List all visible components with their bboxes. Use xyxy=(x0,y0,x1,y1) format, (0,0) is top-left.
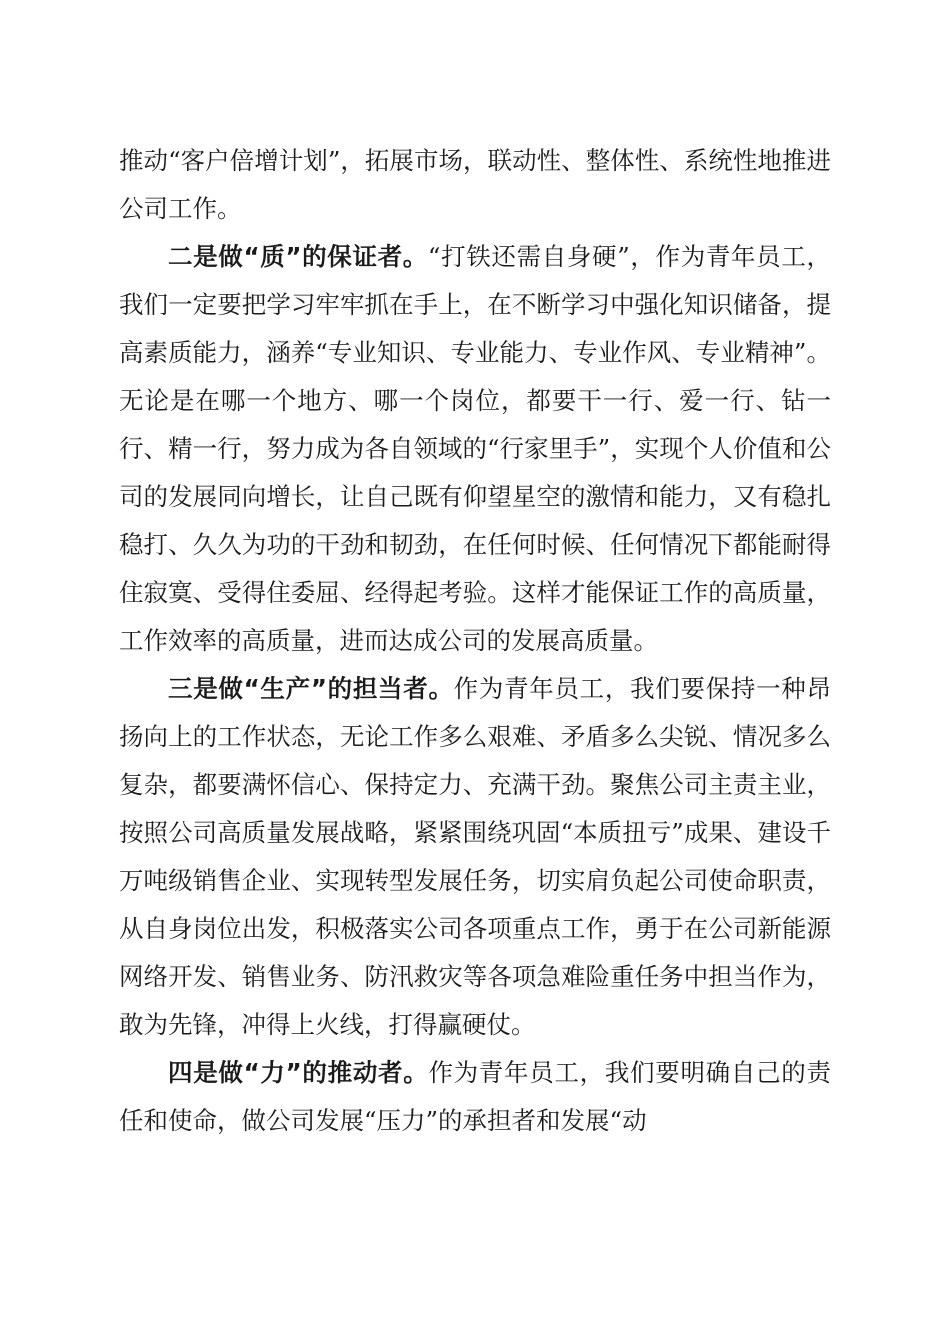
paragraph-text: 推动“客户倍增计划”，拓展市场，联动性、整体性、系统性地推进公司工作。 xyxy=(119,146,831,223)
paragraph-text: “打铁还需自身硬”，作为青年员工，我们一定要把学习牢牢抓在手上，在不断学习中强化知识储备，提高素质能力，涵养“专业知识、专业能力、专业作风、专业精神”。无论是在哪一个地方、哪一个岗位，都要干一行、爱一行、钻一行、精一行，努力成为各自领域的“行家里手”，实现个人价值和公司的发展同向增长，让自己既有仰望星空的激情和能力，又有稳扎稳打、久久为功的干劲和韧劲，在任何时候、任何情况下都能耐得住寂寞、受得住委屈、经得起考验。这样才能保证工作的高质量，工作效率的高质量，进而达成公司的发展高质量。 xyxy=(119,242,831,655)
paragraph-lead: 三是做“生产”的担当者。 xyxy=(168,674,454,703)
paragraph-quality xyxy=(119,233,831,665)
paragraph-lead: 四是做“力”的推动者。 xyxy=(168,1058,429,1087)
paragraph-text: 作为青年员工，我们要保持一种昂扬向上的工作状态，无论工作多么艰难、矛盾多么尖锐、情况多么复杂，都要满怀信心、保持定力、充满干劲。聚焦公司主责主业，按照公司高质量发展战略，紧紧围绕巩固“本质扭亏”成果、建设千万吨级销售企业、实现转型发展任务，切实肩负起公司使命职责，从自身岗位出发，积极落实公司各项重点工作，勇于在公司新能源网络开发、销售业务、防汛救灾等各项急难险重任务中担当作为，敢为先锋，冲得上火线，打得赢硬仗。 xyxy=(119,674,832,1039)
paragraph-lead: 二是做“质”的保证者。 xyxy=(168,242,428,271)
paragraph-continuation xyxy=(119,137,831,233)
paragraph-force xyxy=(119,1049,831,1145)
paragraph-production xyxy=(119,665,831,1049)
document-page xyxy=(119,137,831,1145)
paragraph-text: 作为青年员工，我们要明确自己的责任和使命，做公司发展“压力”的承担者和发展“动 xyxy=(119,1058,831,1135)
